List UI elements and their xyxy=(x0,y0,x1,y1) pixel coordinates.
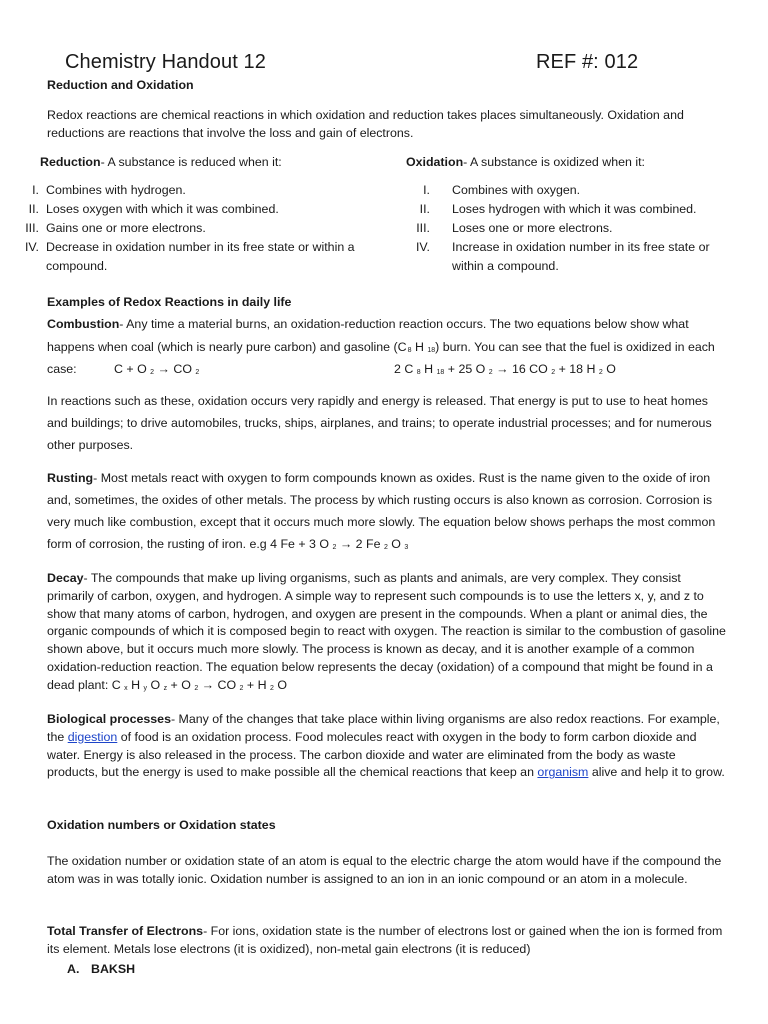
oxidation-definition xyxy=(406,155,645,169)
examples-heading: Examples of Redox Reactions in daily life xyxy=(47,295,292,309)
biological-paragraph: Biological processes- Many of the changes that take place within living organisms are also redox reactions. For example, the digestion of food is an oxidation process. Food molecules react with oxygen in the body to form carbon dioxide and water. Energy is also released in the process. The carbon dioxide and water are eliminated from the body as waste products, but the energy is used to make possible all the chemical reactions that keep an organism alive and help it to grow. xyxy=(47,712,725,780)
reduction-term: Reduction xyxy=(40,155,101,169)
total-transfer-paragraph: Total Transfer of Electrons- For ions, oxidation state is the number of electrons lost or gained when the ion is formed from its element. Metals lose electrons (it is oxidized), non-metal gain electrons (it is reduced) xyxy=(47,924,723,956)
list-item: Decrease in oxidation number in its free state or within a compound. xyxy=(46,240,355,273)
combustion-term: Combustion xyxy=(47,317,120,331)
list-item: Combines with hydrogen. xyxy=(46,183,186,197)
organism-link[interactable]: organism xyxy=(537,765,589,780)
combustion-line-1: Combustion- Any time a material burns, an oxidation-reduction reaction occurs. The two equations below show what xyxy=(47,317,689,331)
intro-paragraph: Redox reactions are chemical reactions in which oxidation and reduction takes places simultaneously. Oxidation and reductions are reactions that involve the loss and gain of electrons. xyxy=(47,108,684,140)
oxidation-term: Oxidation xyxy=(406,155,464,169)
list-marker-a: A. xyxy=(67,962,80,976)
list-item: Combines with oxygen. xyxy=(452,183,581,197)
combustion-equation-1: C + O 2 → CO 2 xyxy=(114,362,200,376)
combustion-paragraph-2: In reactions such as these, oxidation occurs very rapidly and energy is released. That energy is put to use to heat homes and buildings; to drive automobiles, trucks, ships, airplanes, and trains; to operate industrial processes; and for numerous other purposes. xyxy=(47,394,712,452)
total-transfer-term: Total Transfer of Electrons xyxy=(47,924,204,938)
oxidation-numbers-heading: Oxidation numbers or Oxidation states xyxy=(47,818,276,832)
list-number: IV. xyxy=(24,240,39,254)
reduction-definition xyxy=(40,155,282,169)
combustion-line-2: happens when coal (which is nearly pure carbon) and gasoline (C 8 H 18) burn. You can see that the fuel is oxidized in each xyxy=(47,340,715,354)
list-number: II. xyxy=(419,202,430,216)
combustion-equation-2: 2 C 8 H 18 + 25 O 2 → 16 CO 2 + 18 H 2 O xyxy=(394,362,616,376)
rusting-paragraph: Rusting- Most metals react with oxygen to form compounds known as oxides. Rust is the name given to the oxide of iron and, sometimes, the oxides of other metals. The process by which rusting occurs is also known as corrosion. Corrosion is very much like combustion, except that it occurs much more slowly. The equation below shows perhaps the most common form of corrosion, the rusting of iron. e.g 4 Fe + 3 O 2 → 2 Fe 2 O 3 xyxy=(47,471,716,551)
rusting-term: Rusting xyxy=(47,471,94,485)
list-number: II. xyxy=(28,202,39,216)
reduction-def-text: - A substance is reduced when it: xyxy=(100,155,282,169)
list-number: III. xyxy=(25,221,39,235)
list-number: III. xyxy=(416,221,430,235)
decay-paragraph: Decay- The compounds that make up living organisms, such as plants and animals, are very complex. They consist primarily of carbon, oxygen, and hydrogen. A simple way to represent such compounds is to use the letters x, y, and z to show that many atoms of carbon, hydrogen, and oxygen are present in the compounds. When a plant or animal dies, the organic compounds of which it is composed begin to react with oxygen. The reaction is similar to the combustion of gasoline shown above, but it occurs much more slowly. The process is known as decay, and it is another example of a common oxidation-reduction reaction. The equation below represents the decay (oxidation) of a compound that might be found in a dead plant: C x H y O z + O 2 → CO 2 + H 2 O xyxy=(47,571,726,692)
list-item-baksh: BAKSH xyxy=(91,962,136,976)
section-heading-redox: Reduction and Oxidation xyxy=(47,78,194,92)
oxidation-numbers-paragraph: The oxidation number or oxidation state of an atom is equal to the electric charge the atom would have if the compound the atom was in was totally ionic. Oxidation number is assigned to an ion in an ionic compound or an atom in a molecule. xyxy=(47,854,722,886)
list-number: IV. xyxy=(415,240,430,254)
decay-term: Decay xyxy=(47,571,84,585)
page-title: Chemistry Handout 12 xyxy=(65,51,266,73)
list-item: Gains one or more electrons. xyxy=(46,221,206,235)
oxidation-def-text: - A substance is oxidized when it: xyxy=(463,155,645,169)
combustion-case-label: case: xyxy=(47,362,77,376)
biological-term: Biological processes xyxy=(47,712,171,726)
list-item: Increase in oxidation number in its free state or within a compound. xyxy=(452,240,710,273)
list-item: Loses hydrogen with which it was combined. xyxy=(452,202,697,216)
digestion-link[interactable]: digestion xyxy=(67,729,118,744)
ref-number: REF #: 012 xyxy=(536,51,639,73)
list-number: I. xyxy=(32,183,39,197)
list-item: Loses oxygen with which it was combined. xyxy=(46,202,279,216)
list-number: I. xyxy=(423,183,430,197)
list-item: Loses one or more electrons. xyxy=(452,221,613,235)
